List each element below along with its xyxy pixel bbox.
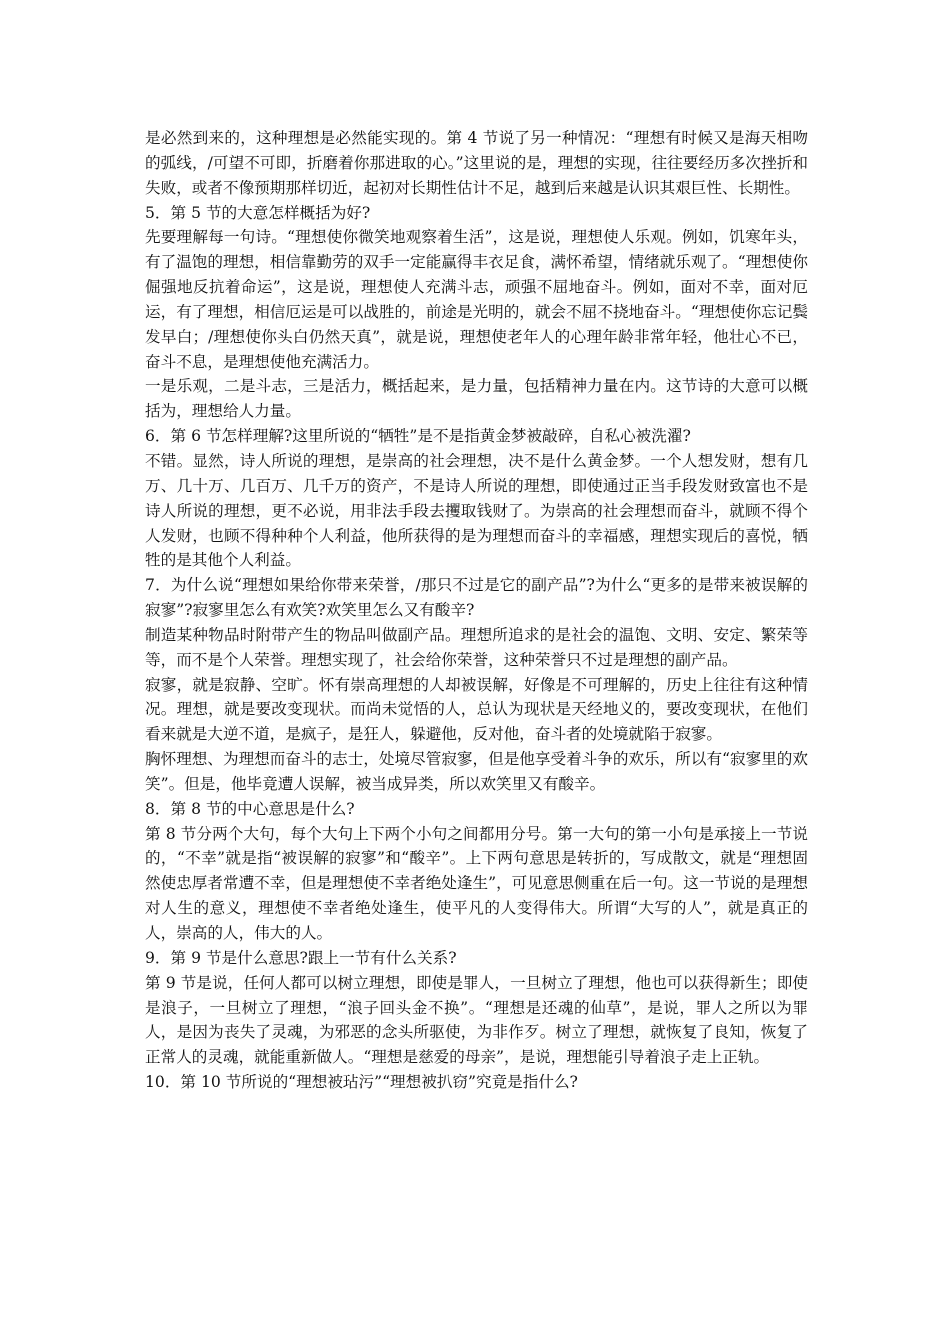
question-5: 5．第 5 节的大意怎样概括为好? [145, 203, 371, 222]
question-7: 7．为什么说“理想如果给你带来荣誉，/那只不过是它的副产品”?为什么“更多的是带来被误解的寂寥”?寂寥里怎么有欢笑?欢笑里怎么又有酸辛? [145, 576, 808, 620]
answer-6: 不错。显然，诗人所说的理想，是崇高的社会理想，决不是什么黄金梦。一个人想发财，想有几万、几十万、几百万、几千万的资产，不是诗人所说的理想，即使通过正当手段发财致富也不是诗人所说的理想，更不必说，用非法手段去攫取钱财了。为崇高的社会理想而奋斗，就顾不得个人发财，也顾不得种种个人利益，他所获得的是为理想而奋斗的幸福感，理想实现后的喜悦，牺牲的是其他个人利益。 [145, 451, 808, 570]
answer-7-part-3: 胸怀理想、为理想而奋斗的志士，处境尽管寂寥，但是他享受着斗争的欢乐，所以有“寂寥里的欢笑”。但是，他毕竟遭人误解，被当成异类，所以欢笑里又有酸辛。 [145, 750, 808, 793]
answer-8: 第 8 节分两个大句，每个大句上下两个小句之间都用分号。第一大句的第一小句是承接上一节说的，“不幸”就是指“被误解的寂寥”和“酸辛”。上下两句意思是转折的，写成散文，就是“理想固然使忠厚者常遭不幸，但是理想使不幸者绝处逢生”，可见意思侧重在后一句。这一节说的是理想对人生的意义，理想使不幸者绝处逢生，使平凡的人变得伟大。所谓“大写的人”，就是真正的人，崇高的人，伟大的人。 [145, 824, 808, 942]
document-page [145, 126, 808, 1095]
answer-7-part-1: 制造某种物品时附带产生的物品叫做副产品。理想所追求的是社会的温饱、文明、安定、繁荣等等，而不是个人荣誉。理想实现了，社会给你荣誉，这种荣誉只不过是理想的副产品。 [145, 625, 808, 669]
answer-5-part-1: 先要理解每一句诗。“理想使你微笑地观察着生活”，这是说，理想使人乐观。例如，饥寒年头，有了温饱的理想，相信靠勤劳的双手一定能赢得丰衣足食，满怀希望，情绪就乐观了。“理想使你倔强地反抗着命运”，这是说，理想使人充满斗志，顽强不屈地奋斗。例如，面对不幸，面对厄运，有了理想，相信厄运是可以战胜的，前途是光明的，就会不屈不挠地奋斗。“理想使你忘记鬓发早白；/理想使你头白仍然天真”，就是说，理想使老年人的心理年龄非常年轻，他壮心不已，奋斗不息，是理想使他充满活力。 [145, 228, 808, 371]
answer-7-part-2: 寂寥，就是寂静、空旷。怀有崇高理想的人却被误解，好像是不可理解的，历史上往往有这种情况。理想，就是要改变现状。而尚未觉悟的人，总认为现状是天经地义的，要改变现状，在他们看来就是大逆不道，是疯子，是狂人，躲避他，反对他，奋斗者的处境就陷于寂寥。 [145, 675, 808, 744]
answer-9: 第 9 节是说，任何人都可以树立理想，即使是罪人，一旦树立了理想，他也可以获得新生；即使是浪子，一旦树立了理想，“浪子回头金不换”。“理想是还魂的仙草”，是说，罪人之所以为罪人，是因为丧失了灵魂，为邪恶的念头所驱使，为非作歹。树立了理想，就恢复了良知，恢复了正常人的灵魂，就能重新做人。“理想是慈爱的母亲”，是说，理想能引导着浪子走上正轨。 [145, 973, 808, 1067]
question-6: 6．第 6 节怎样理解?这里所说的“牺牲”是不是指黄金梦被敲碎，自私心被洗濯? [145, 427, 691, 446]
question-9: 9．第 9 节是什么意思?跟上一节有什么关系? [145, 948, 457, 967]
question-10: 10．第 10 节所说的“理想被玷污”“理想被扒窃”究竟是指什么? [145, 1073, 578, 1092]
question-8: 8．第 8 节的中心意思是什么? [145, 799, 355, 818]
answer-5-part-2: 一是乐观，二是斗志，三是活力，概括起来，是力量，包括精神力量在内。这节诗的大意可以概括为，理想给人力量。 [145, 377, 808, 421]
paragraph-section-4-continuation: 是必然到来的，这种理想是必然能实现的。第 4 节说了另一种情况：“理想有时候又是海天相吻的弧线，/可望不可即，折磨着你那进取的心。”这里说的是，理想的实现，往往要经历多次挫折和失败，或者不像预期那样切近，起初对长期性估计不足，越到后来越是认识其艰巨性、长期性。 [145, 129, 808, 197]
